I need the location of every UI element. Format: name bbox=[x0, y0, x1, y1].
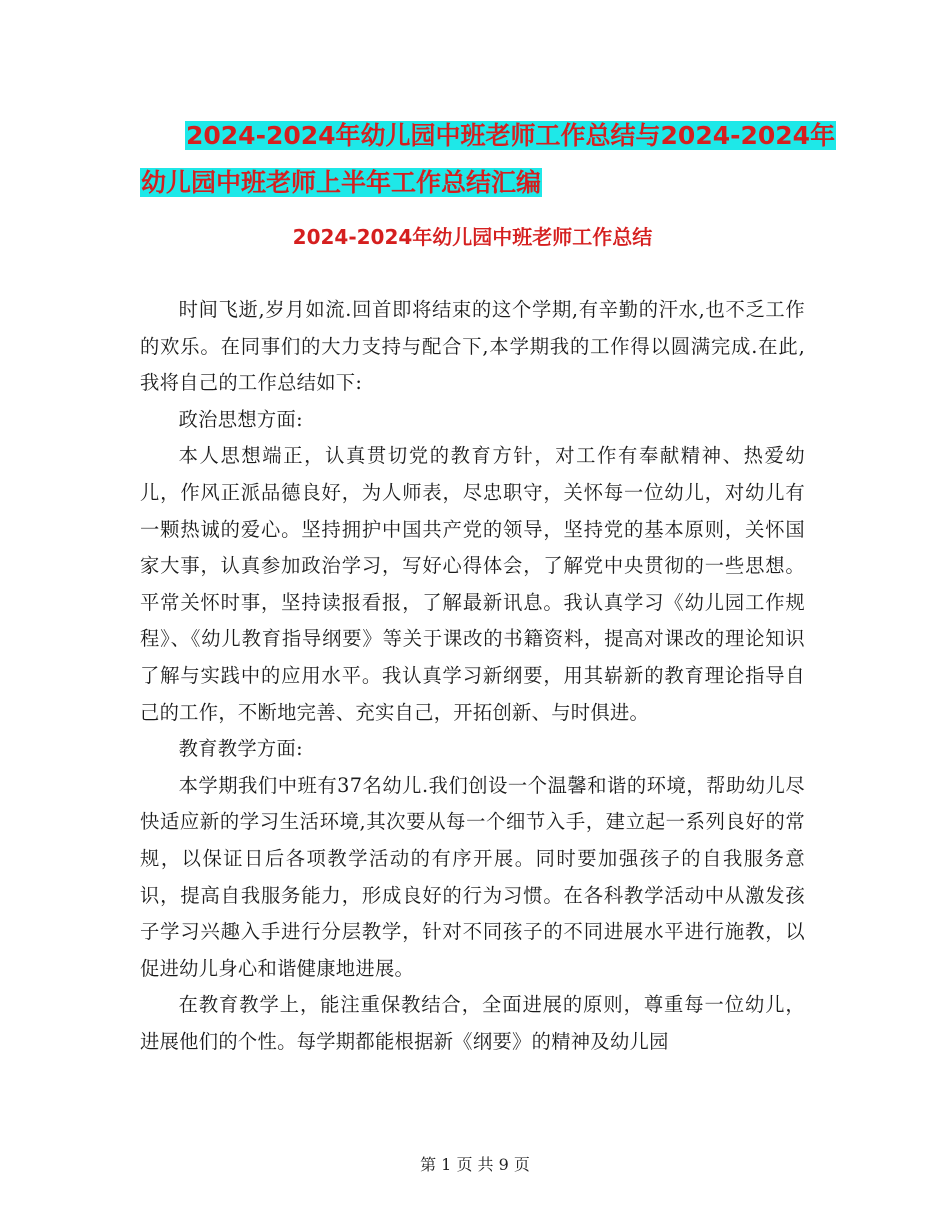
document-title bbox=[140, 112, 840, 206]
subheading-political: 政治思想方面: bbox=[178, 407, 303, 431]
title-line-2: 幼儿园中班老师上半年工作总结汇编 bbox=[141, 168, 542, 197]
paragraph-teaching-2: 在教育教学上，能注重保教结合，全面进展的原则，尊重每一位幼儿，进展他们的个性。每学期都能根据新《纲要》的精神及幼儿园 bbox=[140, 993, 805, 1053]
subheading-teaching: 教育教学方面: bbox=[178, 737, 303, 761]
page-footer: 第 1 页 共 9 页 bbox=[420, 1155, 530, 1174]
paragraph-intro: 时间飞逝,岁月如流.回首即将结束的这个学期,有辛勤的汗水,也不乏工作的欢乐。在同事们的大力支持与配合下,本学期我的工作得以圆满完成.在此,我将自己的工作总结如下: bbox=[140, 298, 805, 395]
paragraph-teaching: 本学期我们中班有37名幼儿.我们创设一个温馨和谐的环境，帮助幼儿尽快适应新的学习生活环境,其次要从每一个细节入手，建立起一系列良好的常规，以保证日后各项教学活动的有序开展。同时要加强孩子的自我服务意识，提高自我服务能力，形成良好的行为习惯。在各科教学活动中从激发孩子学习兴趣入手进行分层教学，针对不同孩子的不同进展水平进行施教，以促进幼儿身心和谐健康地进展。 bbox=[140, 773, 805, 980]
body-text bbox=[140, 292, 805, 1060]
paragraph-political: 本人思想端正，认真贯切党的教育方针，对工作有奉献精神、热爱幼儿，作风正派品德良好，为人师表，尽忠职守，关怀每一位幼儿，对幼儿有一颗热诚的爱心。坚持拥护中国共产党的领导，坚持党的基本原则，关怀国家大事，认真参加政治学习，写好心得体会，了解党中央贯彻的一些思想。平常关怀时事，坚持读报看报，了解最新讯息。我认真学习《幼儿园工作规程》、《幼儿教育指导纲要》等关于课改的书籍资料，提高对课改的理论知识了解与实践中的应用水平。我认真学习新纲要，用其崭新的教育理论指导自己的工作，不断地完善、充实自己，开拓创新、与时俱进。 bbox=[140, 444, 805, 724]
section-heading: 2024-2024年幼儿园中班老师工作总结 bbox=[292, 225, 653, 249]
title-line-1: 2024-2024年幼儿园中班老师工作总结与2024-2024年 bbox=[186, 121, 836, 150]
